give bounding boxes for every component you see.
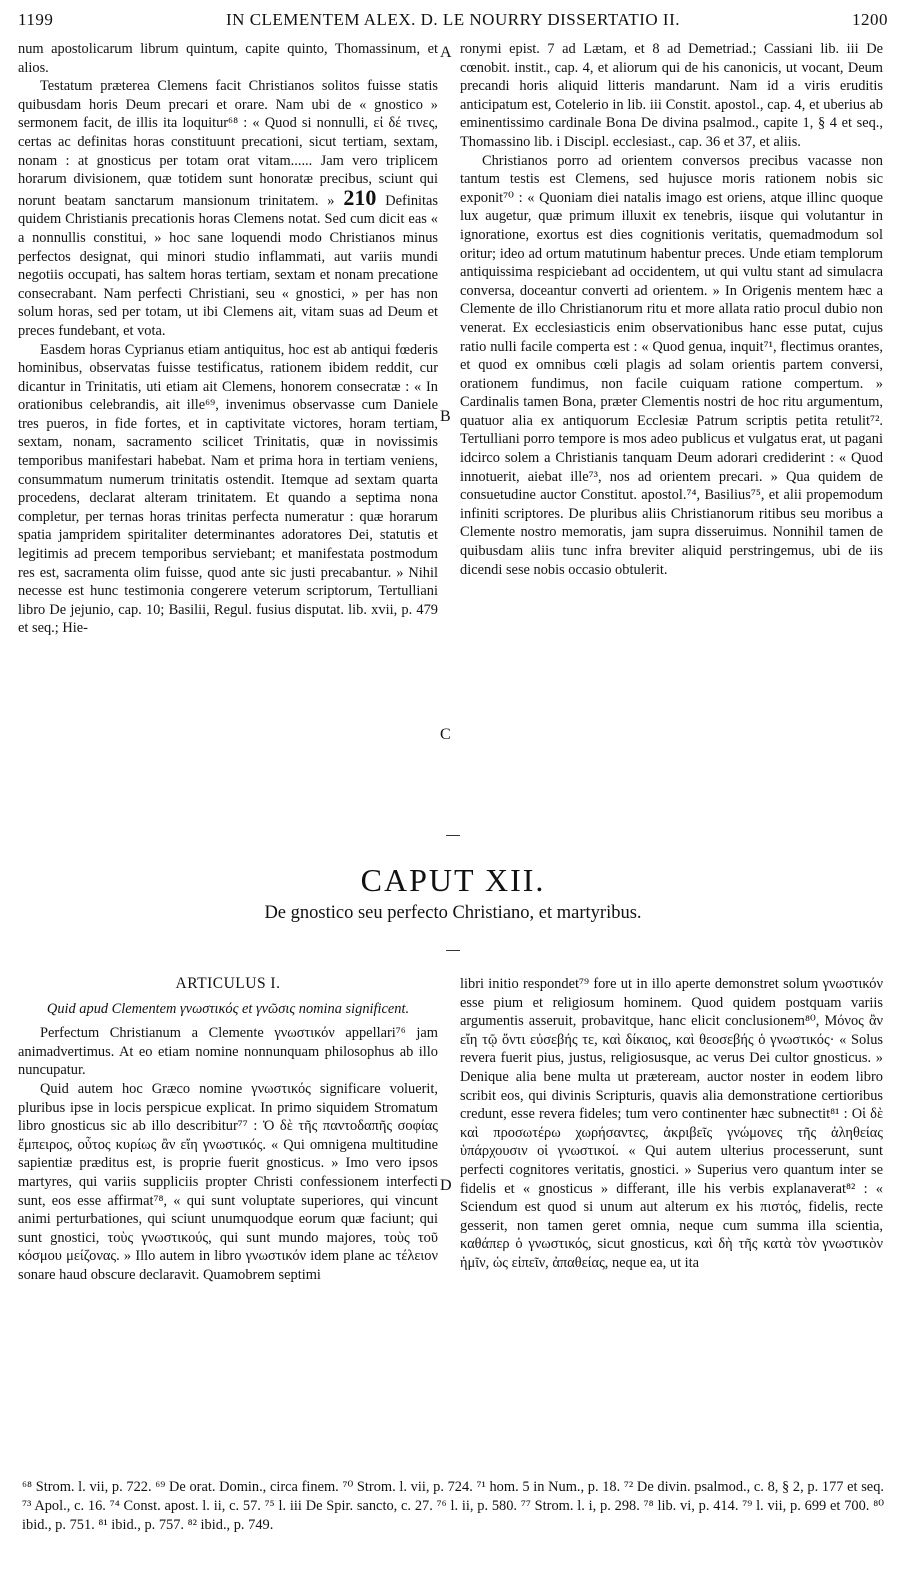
paragraph: Easdem horas Cyprianus etiam antiquitus, hoc est ab antiqui fœderis hominibus, observatas fuisse testificatus, rationem ibidem reddit, cur dicantur in Trinitatis, uti etiam ait Clemens, honorem consecratæ : « In orationibus celebrandis, ait ille⁶⁹, invenimus observasse cum Daniele tres pueros, in fide fortes, et in captivitate victores, horam tertiam, sextam, nonam, sacramento scilicet Trinitatis, quæ in novissimis temporibus manifestari habebat. Nam et prima hora in tertiam veniens, consummatum numerum trinitatis ostendit. Itemque ad sextam quarta procedens, declarat alteram trinitatem. Et quando a septima nona completur, per ternas horas trinitas perfecta numeratur : quæ horarum spatia jampridem spiritaliter determinantes adoratores Dei, statutis et legitimis ad precem temporibus serviebant; et manifestata postmodum res est, sacramenta olim fuisse, quod ante sic justi precabantur. » Nihil necesse est hunc testimonia congerere veterum scriptorum, Tertulliani libro De jejunio, cap. 10; Basilii, Regul. fusius disputat. lib. xvii, p. 479 et seq.; Hie-	[18, 341, 438, 637]
article-title: Quid apud Clementem γνωστικός et γνῶσις nomina significent.	[46, 1000, 410, 1017]
paragraph: num apostolicarum librum quintum, capite quinto, Thomassinum, et alios.	[18, 41, 438, 76]
bottom-left-column	[18, 975, 438, 1285]
running-header	[18, 10, 888, 32]
margin-letter-b: B	[440, 408, 451, 425]
chapter-title: CAPUT XII.	[360, 862, 546, 898]
margin-letter-a: A	[440, 44, 452, 61]
separator-rule	[446, 835, 460, 836]
page-number-left: 1199	[18, 10, 54, 29]
section-number: 210	[343, 184, 377, 210]
running-title: IN CLEMENTEM ALEX. D. LE NOURRY DISSERTATIO II.	[226, 10, 680, 29]
paragraph: libri initio respondet⁷⁹ fore ut in illo aperte demonstret solum γνωστικόν esse pium et religiosum hominem. Quod quidem postquam variis argumentis asseruit, probavitque, hanc elicit conclusionem⁸⁰, Μόνος ἂν εἴη τῷ ὄντι εὐσεβής τε, καὶ δίκαιος, καὶ θεοσεβής ὁ γνωστικός· « Solus revera fuerit pius, justus, religiosusque, ac verus Dei cultor gnosticus. » Denique alia bene multa ut præteream, auctor noster in eodem libro scribit eos, qui divinis Scripturis, quavis alia demonstratione certioribus credunt, esse revera fideles; tum vero continenter hæc subnectit⁸¹ : Οἱ δὲ καὶ προσωτέρω χωρήσαντες, ἀκριβεῖς γνώμονες τῆς ἀληθείας ὑπάρχουσιν οἱ γνωστικοί. « Qui autem ulterius processerunt, sunt perfecti cognitores veritatis, gnostici. » Superius vero quantum inter se fidelis et « gnosticus » differant, ille his verbis explanaverat⁸² : « Sciendum est quod si unum aut alterum ex his πιστός, fidelis, recte gesserit, non tamen geret omnia, neque cum summa illa scientia, καθάπερ ὁ γνωστικός, sicut gnosticus, καὶ δὴ τῆς κατὰ τὸν γνωστικὸν ἡμῖν, ὡς εἰπεῖν, ἀπαθείας, neque ea, ut ita	[460, 976, 883, 1271]
article-heading: ARTICULUS I.	[175, 975, 281, 992]
paragraph: Quid autem hoc Græco nomine γνωστικός significare voluerit, pluribus ipse in locis perspicue explicat. In primo siquidem Stromatum libro gnosticus sic ab illo describitur⁷⁷ : Ὁ δὲ τῆς παντοδαπῆς σοφίας ἔμπειρος, οὗτος κυρίως ἂν εἴη γνωστικός. « Qui omnigena multitudine sapientiæ præditus est, is proprie fuerit gnosticus. » Imo vero ipsos martyres, qui variis suppliciis propter Christi confessionem interfecti sunt, eos esse affirmat⁷⁸, « qui sunt voluptate superiores, qui vincunt animi perturbationes, qui sciunt unumquodque eorum quæ faciunt; qui sunt gnostici, τοὺς γνωστικούς, qui sunt mundo majores, τοὺς τοῦ κόσμου μείζονας. » Illo autem in libro γνωστικόν idem plane ac τέλειον sonare haud obscure declaravit. Quamobrem septimi	[18, 1080, 438, 1283]
paragraph-text: Definitas quidem Christianis precationis horas Clemens notat. Sed cum dicit eas « a nonnullis constitui, » hoc sane loquendi modo Christianos minus perfectos designat, qui minori studio inflammati, aut variis mundi negotiis occupati, has saltem horas tertiam, sextam et nonam precatione consecrabant. Nam perfecti Christiani, seu « gnostici, » per has non solum horas, sed per totam, ut ibi Clemens ait, vitam suas ad Deum et preces fundebant, et vota.	[18, 192, 438, 339]
bottom-right-column	[460, 975, 883, 1273]
separator-rule	[446, 950, 460, 951]
paragraph: ronymi epist. 7 ad Lætam, et 8 ad Demetriad.; Cassiani lib. iii De cœnobit. instit., cap. 4, et aliorum qui de his canonicis, ut vocant, Deum precandi horis aliquid litteris mandarunt. Nam id a viris eruditis anticipatum est, Cotelerio in lib. iii Constit. apostol., cap. 4, et uberius ab eminentissimo cardinale Bona De divina psalmod., capite 1, § 4 et seq., Thomassino lib. i Discipl. ecclesiast., cap. 36 et 37, et aliis.	[460, 41, 883, 150]
top-right-column	[460, 40, 883, 579]
paragraph: Perfectum Christianum a Clemente γνωστικόν appellari⁷⁶ jam animadvertimus. At eo etiam nomine nonnunquam philosophus ab illo nuncupatur.	[18, 1025, 438, 1079]
paragraph	[18, 77, 438, 340]
margin-letter-d: D	[440, 1177, 452, 1194]
paragraph-text: Testatum præterea Clemens facit Christianos solitos fuisse statis quibusdam horis Deum precari et orare. Nam ubi de « gnostico » sermonem facit, de illis ita loquitur⁶⁸ : « Quod si nonnulli, εἰ δέ τινες, certas ac definitas horas constituunt precationi, sicut tertiam, sextam, nonam : at gnosticus per totam orat vitam...... Jam vero triplicem horarum divisionem, quæ totidem sunt honoratæ precibus, sciunt qui norunt beatam sanctarum mansionum trinitatem. »	[18, 78, 438, 209]
page-number-right: 1200	[852, 10, 888, 29]
footnotes: ⁶⁸ Strom. l. vii, p. 722. ⁶⁹ De orat. Domin., circa finem. ⁷⁰ Strom. l. vii, p. 724. ⁷¹ hom. 5 in Num., p. 18. ⁷² De divin. psalmod., c. 8, § 2, p. 177 et seq. ⁷³ Apol., c. 16. ⁷⁴ Const. apost. l. ii, c. 57. ⁷⁵ l. iii De Spir. sancto, c. 27. ⁷⁶ l. ii, p. 580. ⁷⁷ Strom. l. i, p. 298. ⁷⁸ lib. vi, p. 414. ⁷⁹ l. vii, p. 699 et 700. ⁸⁰ ibid., p. 751. ⁸¹ ibid., p. 757. ⁸² ibid., p. 749.	[22, 1479, 884, 1533]
top-left-column	[18, 40, 438, 638]
chapter-subtitle: De gnostico seu perfecto Christiano, et martyribus.	[264, 903, 642, 923]
margin-letter-c: C	[440, 726, 451, 743]
paragraph: Christianos porro ad orientem conversos precibus vacasse non tantum testis est Clemens, sed hujusce moris rationem nobis sic exponit⁷⁰ : « Quoniam diei natalis imago est oriens, atque illinc quoque lux augetur, quæ primum illuxit ex tenebris, iisque qui volutantur in ignoratione, exortus est dies cognitionis veritatis, quemadmodum sol oritur; ideo ad ortum matutinum habentur preces. Unde etiam templorum antiquissima respiciebant ad occidentem, ut qui vultu stant ad simulacra conversa, doceantur converti ad orientem. » In Origenis mentem hæc a Clemente de illo Christianorum ritu et more allata ratio procul dubio non venerat. Ex ecclesiasticis enim observationibus hanc esse putat, cujus ratio nulli facile comperta est : « Quod genua, inquit⁷¹, flectimus orantes, et quod ex omnibus cœli plagis ad solam orientis partem conversi, orationem fundimus, non facile cuiquam ratione compertum. » Cardinalis tamen Bona, præter Clementis nostri de hoc ritu argumentum, quatuor alia ex antiquorum Ecclesiæ Patrum scriptis petita retulit⁷². Tertulliani porro tempore is mos adeo publicus et vulgatus erat, ut pagani idcirco solem a Christianis tanquam Deum adorari crediderint : « Quod innotuerit, aiebat ille⁷³, nos ad orientem precari. » Qua quidem de consuetudine auctor Constitut. apostol.⁷⁴, Basilius⁷⁵, et alii propemodum infiniti scriptores. De pluribus aliis Christianorum ritibus seu moribus a Clemente nostro memoratis, jam supra disseruimus. Nonnihil tamen de quibusdam aliis tunc infra breviter aliquid perstringemus, ubi de iis dicendi sese nobis occasio obtulerit.	[460, 152, 883, 578]
